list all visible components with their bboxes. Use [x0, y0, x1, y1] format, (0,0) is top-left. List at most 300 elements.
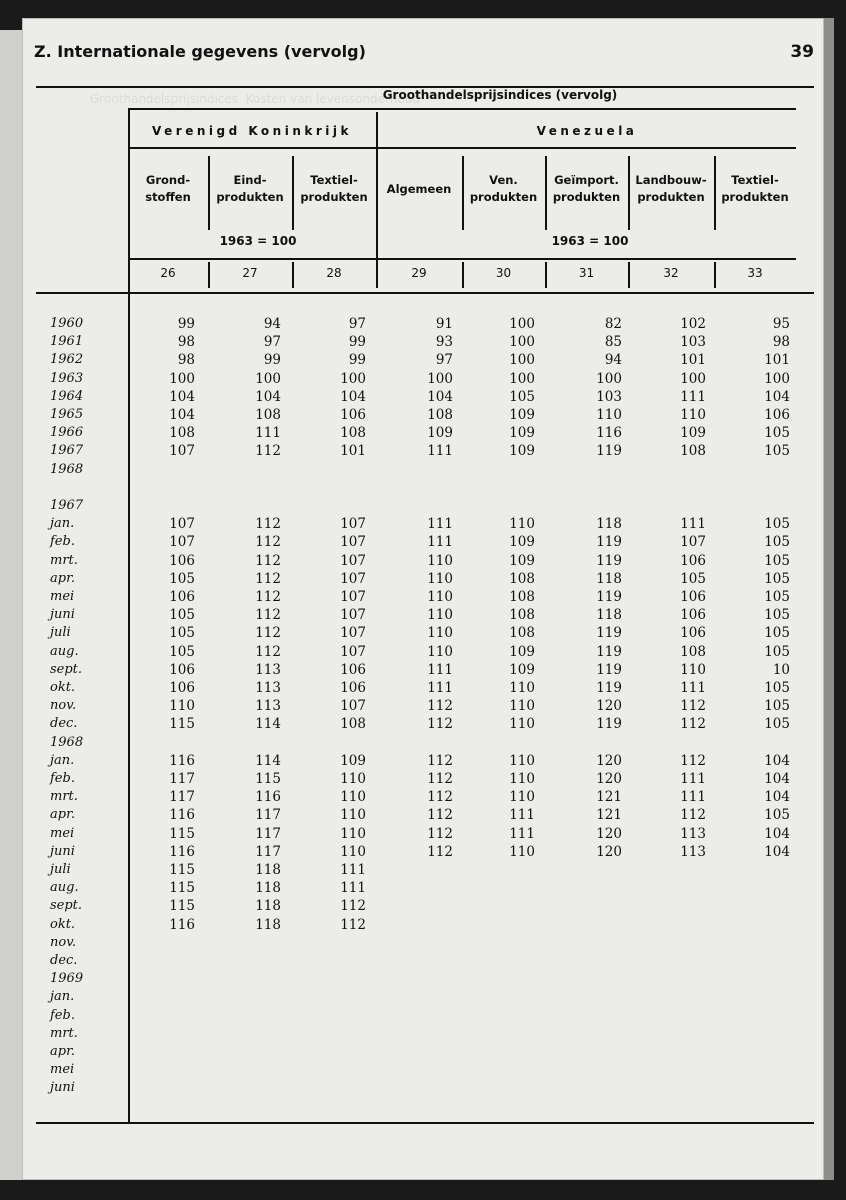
table-cell: 112	[427, 807, 453, 824]
table-cell: 109	[509, 643, 535, 660]
table-cell: 111	[255, 425, 281, 442]
table-cell: 106	[680, 607, 706, 624]
table-cell: 105	[169, 625, 195, 642]
table-cell: 105	[764, 552, 790, 569]
table-cell: 109	[509, 534, 535, 551]
column-header-line: Ven.	[489, 173, 518, 187]
column-header-32	[628, 172, 714, 206]
column-code-29: 29	[411, 266, 427, 280]
table-cell: 108	[169, 425, 195, 442]
table-cell: 98	[177, 334, 195, 351]
table-cell: 116	[169, 916, 195, 933]
table-cell: 105	[764, 607, 790, 624]
table-cell: 110	[509, 843, 535, 860]
table-cell: 112	[255, 625, 281, 642]
table-cell: 110	[509, 516, 535, 533]
table-cell: 111	[427, 516, 453, 533]
column-code-30: 30	[495, 266, 512, 280]
row-label: jan.	[50, 989, 75, 1005]
table-cell: 110	[427, 589, 453, 605]
row-label: sept.	[50, 898, 83, 914]
table-cell: 119	[596, 716, 622, 733]
table-cell: 104	[255, 388, 281, 405]
table-cell: 119	[596, 661, 622, 678]
table-cell: 110	[509, 752, 535, 769]
group-header-uk: Verenigd Koninkrijk	[152, 124, 352, 138]
column-header-line: produkten	[300, 190, 368, 204]
table-cell: 112	[427, 789, 453, 806]
bottom-rule	[36, 1122, 814, 1124]
table-cell: 108	[255, 407, 281, 423]
table-cell: 107	[340, 516, 366, 533]
table-cell: 105	[764, 516, 790, 533]
table-cell: 106	[169, 552, 195, 569]
column-divider	[208, 156, 210, 230]
table-cell: 108	[509, 625, 535, 642]
table-cell: 118	[255, 898, 281, 915]
table-cell: 109	[509, 425, 535, 442]
table-cell: 107	[340, 607, 366, 624]
table-cell: 103	[680, 334, 706, 351]
table-cell: 94	[604, 352, 622, 369]
row-label: okt.	[50, 916, 76, 932]
table-cell: 110	[340, 825, 366, 842]
table-cell: 109	[509, 661, 535, 678]
table-cell: 100	[509, 334, 535, 351]
table-cell: 105	[764, 716, 790, 733]
code-divider	[628, 262, 630, 288]
table-cell: 112	[255, 552, 281, 569]
table-cell: 112	[427, 752, 453, 769]
table-cell: 111	[427, 534, 453, 551]
table-cell: 110	[169, 698, 195, 715]
table-cell: 112	[427, 843, 453, 860]
row-label: 1968	[50, 461, 84, 477]
table-cell: 110	[427, 643, 453, 660]
table-cell: 116	[169, 752, 195, 769]
table-cell: 106	[680, 625, 706, 642]
table-cell: 100	[764, 370, 790, 387]
table-cell: 111	[427, 661, 453, 678]
table-cell: 105	[764, 570, 790, 587]
row-label: 1966	[50, 425, 84, 441]
row-label: 1969	[50, 971, 84, 987]
row-label: juni	[50, 843, 75, 859]
column-header-line: produkten	[216, 190, 284, 204]
row-label: juli	[50, 862, 71, 877]
table-cell: 118	[255, 916, 281, 933]
bleed-through-text: Groothandelsprijsindices Kosten van levensonderhoud	[90, 92, 420, 106]
row-label: okt.	[50, 680, 76, 695]
table-cell: 100	[509, 316, 535, 332]
page-number: 39	[790, 42, 814, 62]
row-label: 1963	[50, 370, 84, 386]
group-underline	[128, 147, 796, 149]
column-header-line: produkten	[637, 190, 705, 204]
row-label: mrt.	[50, 552, 78, 568]
table-cell: 107	[169, 534, 195, 551]
table-cell: 115	[169, 862, 195, 878]
column-header-line: produkten	[469, 190, 538, 204]
table-cell: 110	[509, 716, 535, 733]
row-label: jan.	[50, 752, 75, 768]
column-header-line: Textiel-	[310, 173, 358, 187]
table-cell: 106	[169, 661, 195, 678]
table-cell: 105	[764, 698, 790, 715]
table-cell: 104	[169, 388, 195, 405]
stub-divider	[128, 108, 130, 1122]
table-cell: 117	[169, 789, 195, 806]
code-divider	[545, 262, 547, 288]
row-label: feb.	[50, 534, 75, 550]
table-cell: 109	[427, 425, 453, 442]
table-cell: 110	[509, 698, 535, 715]
table-cell: 112	[255, 643, 281, 660]
table-cell: 110	[680, 661, 706, 678]
table-cell: 119	[596, 643, 622, 660]
table-cell: 110	[596, 407, 622, 423]
code-divider	[376, 262, 378, 288]
table-cell: 105	[169, 570, 195, 587]
table-cell: 111	[509, 807, 535, 824]
table-cell: 111	[509, 825, 535, 842]
table-cell: 106	[680, 589, 706, 605]
table-cell: 115	[169, 716, 195, 733]
table-cell: 105	[764, 534, 790, 551]
column-header-line: Landbouw-	[635, 173, 707, 187]
table-cell: 91	[435, 316, 453, 332]
table-cell: 107	[169, 443, 195, 460]
table-cell: 115	[169, 880, 195, 897]
table-cell: 110	[340, 843, 366, 860]
table-cell: 10	[772, 661, 790, 678]
column-code-27: 27	[242, 266, 258, 280]
column-header-28	[292, 172, 376, 206]
table-cell: 93	[435, 334, 453, 351]
table-cell: 120	[596, 698, 622, 715]
table-cell: 110	[509, 789, 535, 806]
table-cell: 119	[596, 534, 622, 551]
table-cell: 104	[169, 407, 195, 423]
table-cell: 114	[255, 716, 281, 733]
row-label: mei	[50, 1062, 75, 1078]
table-main-title: Groothandelsprijsindices (vervolg)	[382, 88, 618, 102]
row-label: juli	[50, 625, 71, 641]
table-cell: 110	[340, 771, 366, 787]
row-label: juni	[50, 607, 75, 623]
table-cell: 117	[169, 771, 195, 787]
table-cell: 115	[169, 898, 195, 915]
table-cell: 107	[340, 698, 366, 715]
table-cell: 104	[764, 771, 790, 787]
table-cell: 121	[596, 807, 622, 824]
table-cell: 85	[604, 334, 622, 351]
table-cell: 108	[340, 716, 366, 733]
row-label: nov.	[50, 934, 77, 950]
table-cell: 118	[596, 607, 622, 624]
table-cell: 112	[255, 534, 281, 551]
row-label: juni	[50, 1080, 75, 1096]
table-cell: 121	[596, 789, 622, 806]
table-cell: 106	[680, 552, 706, 569]
table-cell: 114	[255, 752, 281, 769]
table-cell: 104	[764, 388, 790, 405]
table-cell: 112	[255, 589, 281, 605]
column-header-line: produkten	[721, 190, 789, 204]
table-cell: 119	[596, 625, 622, 642]
table-cell: 119	[596, 552, 622, 569]
table-cell: 107	[340, 534, 366, 551]
table-cell: 104	[764, 843, 790, 860]
table-cell: 118	[255, 862, 281, 878]
table-cell: 111	[680, 680, 706, 696]
table-cell: 98	[177, 352, 195, 369]
column-header-line: Textiel-	[731, 173, 779, 187]
row-label: mei	[50, 589, 75, 604]
table-cell: 97	[348, 316, 366, 332]
table-cell: 108	[509, 589, 535, 605]
table-cell: 108	[427, 407, 453, 423]
table-cell: 107	[680, 534, 706, 551]
table-cell: 118	[596, 570, 622, 587]
table-cell: 120	[596, 752, 622, 769]
table-cell: 115	[255, 771, 281, 787]
row-label: 1968	[50, 734, 84, 750]
table-cell: 111	[680, 388, 706, 405]
table-cell: 109	[340, 752, 366, 769]
table-cell: 104	[764, 789, 790, 806]
table-cell: 113	[680, 825, 706, 842]
column-code-31: 31	[578, 266, 595, 280]
table-cell: 116	[255, 789, 281, 806]
table-cell: 112	[680, 807, 706, 824]
table-cell: 105	[680, 570, 706, 587]
table-cell: 110	[509, 771, 535, 787]
row-label: mrt.	[50, 789, 78, 805]
table-cell: 117	[255, 807, 281, 824]
table-cell: 101	[764, 352, 790, 369]
column-divider	[714, 156, 716, 230]
table-cell: 112	[340, 898, 366, 915]
table-cell: 106	[340, 661, 366, 678]
page-title: Z. Internationale gegevens (vervolg)	[34, 42, 366, 61]
code-divider	[208, 262, 210, 288]
table-cell: 107	[340, 643, 366, 660]
page-edge-shadow	[824, 18, 834, 1180]
table-cell: 111	[340, 880, 366, 897]
table-cell: 100	[340, 370, 366, 387]
table-cell: 105	[169, 643, 195, 660]
table-cell: 106	[169, 589, 195, 605]
table-cell: 99	[263, 352, 281, 369]
table-cell: 110	[509, 680, 535, 696]
table-cell: 120	[596, 843, 622, 860]
row-label: apr.	[50, 570, 75, 586]
table-cell: 102	[680, 316, 706, 332]
table-cell: 100	[255, 370, 281, 387]
table-cell: 112	[255, 570, 281, 587]
table-cell: 108	[340, 425, 366, 442]
table-cell: 117	[255, 843, 281, 860]
column-header-29	[376, 181, 462, 198]
table-cell: 106	[764, 407, 790, 423]
table-cell: 111	[427, 680, 453, 696]
column-header-line: Eind-	[233, 173, 267, 187]
column-header-30	[462, 172, 545, 206]
row-label: mrt.	[50, 1025, 78, 1041]
table-cell: 108	[509, 607, 535, 624]
table-cell: 112	[680, 698, 706, 715]
table-cell: 111	[680, 771, 706, 787]
column-code-33: 33	[747, 266, 763, 280]
table-cell: 106	[340, 680, 366, 696]
table-cell: 100	[169, 370, 195, 387]
table-cell: 107	[340, 625, 366, 642]
group-header-venezuela: Venezuela	[536, 124, 638, 138]
table-cell: 110	[427, 570, 453, 587]
row-label: mei	[50, 825, 75, 841]
table-cell: 112	[680, 752, 706, 769]
table-cell: 97	[435, 352, 453, 369]
table-cell: 105	[764, 425, 790, 442]
table-cell: 100	[509, 352, 535, 369]
row-label: jan.	[50, 516, 75, 532]
column-code-28: 28	[326, 266, 342, 280]
column-code-32: 32	[663, 266, 679, 280]
column-header-27	[208, 172, 292, 206]
table-cell: 116	[169, 807, 195, 824]
column-header-line: stoffen	[145, 190, 191, 204]
table-cell: 104	[427, 388, 453, 405]
table-cell: 82	[604, 316, 622, 332]
title-underline	[128, 108, 796, 110]
table-cell: 110	[340, 789, 366, 806]
row-label: sept.	[50, 661, 83, 677]
row-label: dec.	[50, 716, 78, 732]
table-cell: 109	[509, 552, 535, 569]
row-label: 1961	[50, 334, 84, 350]
table-cell: 110	[680, 407, 706, 423]
table-cell: 113	[255, 698, 281, 715]
book-spine	[0, 30, 22, 1180]
table-cell: 112	[255, 443, 281, 460]
code-divider	[462, 262, 464, 288]
row-label: aug.	[50, 643, 79, 659]
row-label: aug.	[50, 880, 79, 896]
column-header-26	[128, 172, 208, 206]
table-cell: 98	[772, 334, 790, 351]
table-cell: 111	[340, 862, 366, 878]
table-cell: 110	[340, 807, 366, 824]
table-cell: 108	[509, 570, 535, 587]
table-cell: 113	[255, 680, 281, 696]
table-cell: 119	[596, 680, 622, 696]
table-cell: 101	[680, 352, 706, 369]
table-cell: 111	[680, 516, 706, 533]
header-bottom-rule	[36, 292, 814, 294]
row-label: nov.	[50, 698, 77, 714]
table-cell: 104	[764, 752, 790, 769]
table-cell: 112	[427, 771, 453, 787]
table-cell: 117	[255, 825, 281, 842]
table-cell: 110	[427, 607, 453, 624]
row-label: feb.	[50, 1007, 75, 1023]
table-cell: 116	[169, 843, 195, 860]
row-label: 1965	[50, 407, 84, 422]
table-cell: 99	[348, 352, 366, 369]
row-label: 1962	[50, 352, 84, 368]
row-label: feb.	[50, 771, 75, 786]
table-cell: 107	[340, 589, 366, 605]
table-cell: 108	[680, 643, 706, 660]
table-cell: 112	[680, 716, 706, 733]
table-cell: 105	[764, 625, 790, 642]
table-cell: 105	[764, 643, 790, 660]
table-cell: 105	[764, 443, 790, 460]
table-cell: 95	[772, 316, 790, 332]
table-cell: 112	[427, 698, 453, 715]
row-label: apr.	[50, 807, 75, 823]
column-code-26: 26	[160, 266, 176, 280]
column-header-33	[714, 172, 796, 206]
table-cell: 105	[509, 388, 535, 405]
base-year-venezuela: 1963 = 100	[551, 234, 629, 248]
table-cell: 113	[255, 661, 281, 678]
table-cell: 111	[680, 789, 706, 806]
table-cell: 106	[169, 680, 195, 696]
table-cell: 106	[340, 407, 366, 423]
row-label: 1964	[50, 388, 84, 404]
column-divider	[292, 156, 294, 230]
table-cell: 105	[764, 680, 790, 696]
row-label: dec.	[50, 953, 78, 968]
code-row-top-rule	[128, 258, 796, 260]
table-cell: 118	[596, 516, 622, 533]
table-cell: 120	[596, 771, 622, 787]
column-divider	[545, 156, 547, 230]
table-cell: 112	[255, 607, 281, 624]
column-divider	[462, 156, 464, 230]
table-cell: 108	[680, 443, 706, 460]
column-header-line: produkten	[552, 190, 621, 204]
table-cell: 119	[596, 589, 622, 605]
table-cell: 105	[169, 607, 195, 624]
table-cell: 112	[427, 825, 453, 842]
table-cell: 107	[340, 570, 366, 587]
table-cell: 110	[427, 625, 453, 642]
table-cell: 100	[427, 370, 453, 387]
table-cell: 107	[169, 516, 195, 533]
table-cell: 100	[509, 370, 535, 387]
column-header-line: Geïmport.	[554, 173, 619, 187]
column-header-31	[545, 172, 628, 206]
row-label: 1967	[50, 498, 84, 513]
table-cell: 109	[509, 443, 535, 460]
table-cell: 113	[680, 843, 706, 860]
table-cell: 115	[169, 825, 195, 842]
table-cell: 103	[596, 388, 622, 405]
code-divider	[714, 262, 716, 288]
table-cell: 101	[340, 443, 366, 460]
table-cell: 99	[348, 334, 366, 351]
table-cell: 105	[764, 589, 790, 605]
row-label: 1967	[50, 443, 84, 459]
table-cell: 109	[680, 425, 706, 442]
table-cell: 104	[764, 825, 790, 842]
code-divider	[292, 262, 294, 288]
column-header-line: Grond-	[145, 173, 191, 187]
row-label: 1960	[50, 316, 84, 331]
